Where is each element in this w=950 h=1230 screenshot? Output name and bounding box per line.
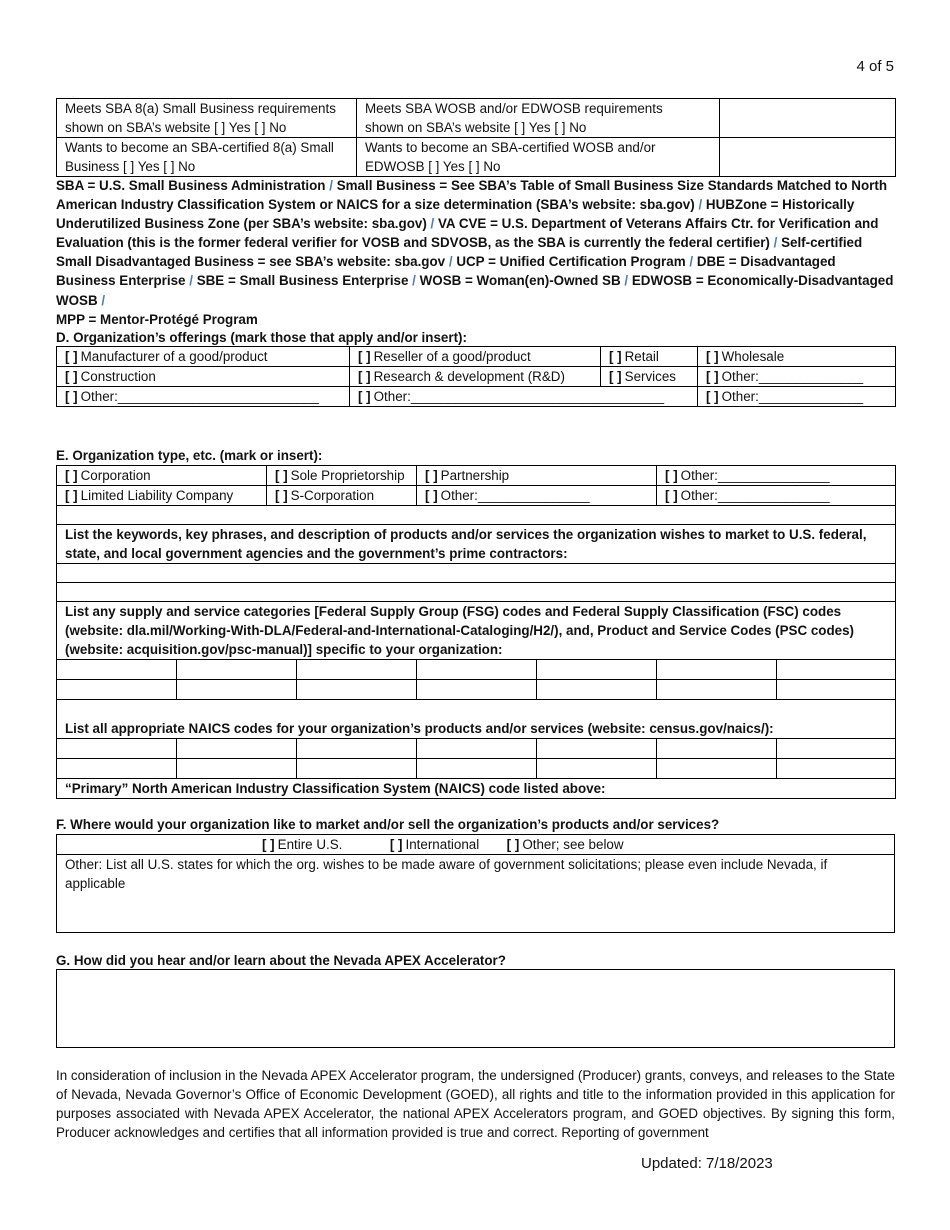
naics-prompt: List all appropriate NAICS codes for your organization’s products and/or services (website: census.gov/naics/): bbox=[57, 700, 896, 739]
naics-cell[interactable] bbox=[537, 759, 657, 779]
sba-8a-certify-cell[interactable]: Wants to become an SBA-certified 8(a) Small Business [ ] Yes [ ] No bbox=[57, 138, 357, 177]
option-international[interactable]: [ ] International bbox=[389, 837, 480, 852]
sba-wosb-certify-cell[interactable]: Wants to become an SBA-certified WOSB and/or EDWOSB [ ] Yes [ ] No bbox=[357, 138, 720, 177]
offering-manufacturer[interactable]: [ ] Manufacturer of a good/product bbox=[57, 347, 350, 367]
code-cell[interactable] bbox=[177, 680, 297, 700]
naics-cell[interactable] bbox=[297, 739, 417, 759]
type-other[interactable]: [ ] Other:_______________ bbox=[657, 466, 896, 486]
naics-cell[interactable] bbox=[57, 739, 177, 759]
market-area-table bbox=[56, 834, 895, 933]
naics-cell[interactable] bbox=[297, 759, 417, 779]
referral-source-table bbox=[56, 969, 895, 1048]
blank-row[interactable] bbox=[57, 506, 896, 525]
consent-paragraph: In consideration of inclusion in the Nevada APEX Accelerator program, the undersigned (Producer) grants, conveys, and releases to the State of Nevada, Nevada Governor’s Office of Economic Development (GOED), all rights and title to the information provided in this application for purposes associated with Nevada APEX Accelerator, the national APEX Accelerators program, and GOED objectives. By signing this form, Producer acknowledges and certifies that all information provided is true and correct. Reporting of government bbox=[56, 1068, 895, 1141]
code-cell[interactable] bbox=[777, 680, 896, 700]
naics-cell[interactable] bbox=[417, 759, 537, 779]
section-f-title: F. Where would your organization like to market and/or sell the organization’s products and/or services? bbox=[56, 817, 720, 832]
acronym-legend: SBA = U.S. Small Business Administration / Small Business = See SBA’s Table of Small Business Size Standards Matched to North American Industry Classification System or NAICS for a size determination (SBA’s website: sba.gov) / HUBZone = Historically Underutilized Business Zone (per SBA’s website: sba.gov) / VA CVE = U.S. Department of Veterans Affairs Ctr. for Verification and Evaluation (this is the former federal verifier for VOSB and SDVOSB, as the SBA is currently the federal certifier) / Self-certified Small Disadvantaged Business = see SBA’s website: sba.gov / UCP = Unified Certification Program / DBE = Disadvantaged Business Enterprise / SBE = Small Business Enterprise / WOSB = Woman(en)-Owned SB / EDWOSB = Economically-Disadvantaged WOSB / MPP = Mentor-Protégé Program bbox=[56, 178, 894, 327]
type-other[interactable]: [ ] Other:_______________ bbox=[417, 486, 657, 506]
keywords-prompt: List the keywords, key phrases, and description of products and/or services the organization wishes to market to U.S. federal, state, and local government agencies and the government’s prime contractors: bbox=[57, 525, 896, 564]
naics-cell[interactable] bbox=[657, 759, 777, 779]
section-e-title: E. Organization type, etc. (mark or insert): bbox=[56, 448, 323, 463]
primary-naics-field[interactable]: “Primary” North American Industry Classification System (NAICS) code listed above: bbox=[57, 779, 896, 799]
type-llc[interactable]: [ ] Limited Liability Company bbox=[57, 486, 267, 506]
code-cell[interactable] bbox=[57, 660, 177, 680]
offering-construction[interactable]: [ ] Construction bbox=[57, 367, 350, 387]
code-cell[interactable] bbox=[417, 680, 537, 700]
section-g-title: G. How did you hear and/or learn about the Nevada APEX Accelerator? bbox=[56, 953, 506, 968]
offering-rnd[interactable]: [ ] Research & development (R&D) bbox=[350, 367, 601, 387]
blank-cell[interactable] bbox=[720, 138, 896, 177]
type-sole-proprietorship[interactable]: [ ] Sole Proprietorship bbox=[267, 466, 417, 486]
supply-categories-prompt: List any supply and service categories [Federal Supply Group (FSG) codes and Federal Supply Classification (FSC) codes (website: dla.mil/Working-With-DLA/Federal-and-International-Cataloging/H2/), and, Product and Service Codes (PSC codes) (website: acquisition.gov/psc-manual)] specific to your organization: bbox=[57, 602, 896, 660]
option-entire-us[interactable]: [ ] Entire U.S. bbox=[262, 837, 343, 852]
type-other[interactable]: [ ] Other:_______________ bbox=[657, 486, 896, 506]
blank-cell[interactable] bbox=[720, 99, 896, 138]
sba-wosb-requirements-cell[interactable]: Meets SBA WOSB and/or EDWOSB requirements shown on SBA’s website [ ] Yes [ ] No bbox=[357, 99, 720, 138]
page-number: 4 of 5 bbox=[856, 58, 894, 75]
market-area-options bbox=[57, 835, 895, 855]
naics-cell[interactable] bbox=[177, 739, 297, 759]
naics-cell[interactable] bbox=[537, 739, 657, 759]
code-cell[interactable] bbox=[177, 660, 297, 680]
type-corporation[interactable]: [ ] Corporation bbox=[57, 466, 267, 486]
states-input[interactable]: Other: List all U.S. states for which the org. wishes to be made aware of government solicitations; please even include Nevada, if applicable bbox=[57, 855, 895, 933]
organization-type-table bbox=[56, 465, 896, 799]
offering-services[interactable]: [ ] Services bbox=[601, 367, 698, 387]
code-cell[interactable] bbox=[417, 660, 537, 680]
type-partnership[interactable]: [ ] Partnership bbox=[417, 466, 657, 486]
naics-cell[interactable] bbox=[57, 759, 177, 779]
code-cell[interactable] bbox=[57, 680, 177, 700]
keywords-input-row[interactable] bbox=[57, 564, 896, 583]
code-cell[interactable] bbox=[777, 660, 896, 680]
type-s-corporation[interactable]: [ ] S-Corporation bbox=[267, 486, 417, 506]
naics-cell[interactable] bbox=[417, 739, 537, 759]
naics-cell[interactable] bbox=[177, 759, 297, 779]
code-cell[interactable] bbox=[537, 680, 657, 700]
offering-other[interactable]: [ ] Other:__________________________________ bbox=[350, 387, 698, 407]
keywords-input-row[interactable] bbox=[57, 583, 896, 602]
offering-retail[interactable]: [ ] Retail bbox=[601, 347, 698, 367]
option-other[interactable]: [ ] Other; see below bbox=[506, 837, 624, 852]
offerings-table bbox=[56, 346, 896, 407]
offering-other[interactable]: [ ] Other:___________________________ bbox=[57, 387, 350, 407]
updated-date: Updated: 7/18/2023 bbox=[641, 1155, 773, 1172]
referral-source-input[interactable] bbox=[57, 970, 895, 1048]
code-cell[interactable] bbox=[537, 660, 657, 680]
sba-8a-requirements-cell[interactable]: Meets SBA 8(a) Small Business requirements shown on SBA’s website [ ] Yes [ ] No bbox=[57, 99, 357, 138]
offering-reseller[interactable]: [ ] Reseller of a good/product bbox=[350, 347, 601, 367]
code-cell[interactable] bbox=[297, 660, 417, 680]
section-d-title: D. Organization’s offerings (mark those that apply and/or insert): bbox=[56, 330, 467, 345]
naics-cell[interactable] bbox=[657, 739, 777, 759]
offering-other[interactable]: [ ] Other:______________ bbox=[698, 367, 896, 387]
offering-other[interactable]: [ ] Other:______________ bbox=[698, 387, 896, 407]
naics-cell[interactable] bbox=[777, 759, 896, 779]
sba-requirements-table bbox=[56, 98, 896, 177]
code-cell[interactable] bbox=[657, 660, 777, 680]
offering-wholesale[interactable]: [ ] Wholesale bbox=[698, 347, 896, 367]
naics-cell[interactable] bbox=[777, 739, 896, 759]
code-cell[interactable] bbox=[657, 680, 777, 700]
code-cell[interactable] bbox=[297, 680, 417, 700]
